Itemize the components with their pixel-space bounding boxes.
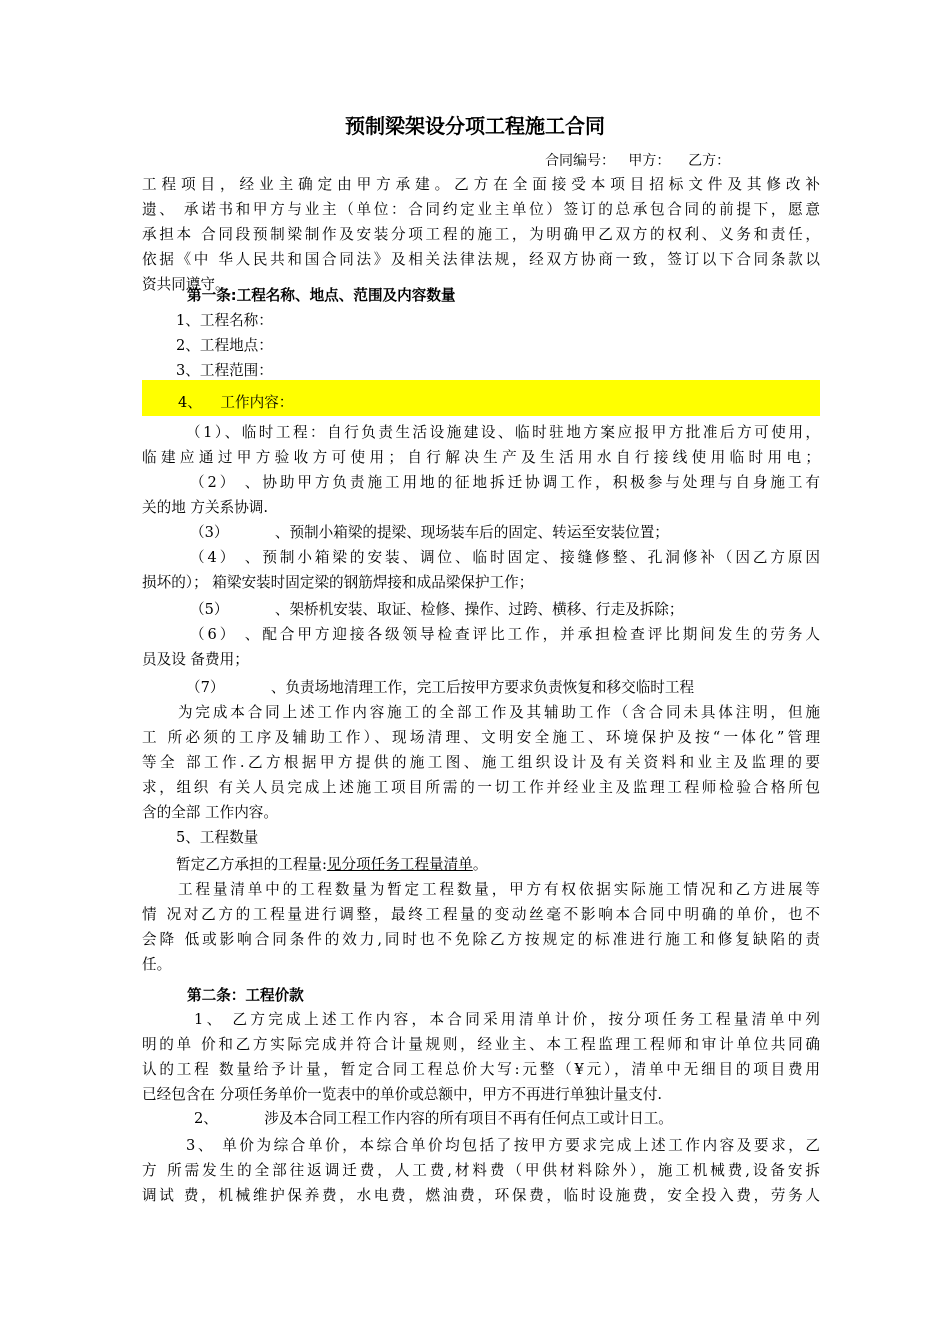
price-line: 明的单 价和乙方实际完成并符合计量规则，经业主、本工程监理工程师和审计单位共同确 xyxy=(142,1036,820,1053)
price-line: 已经包含在 分项任务单价一览表中的单价或总额中，甲方不再进行单独计量支付. xyxy=(142,1086,663,1103)
work-item-4 xyxy=(142,545,820,595)
quantity-list-reference: 见分项任务工程量清单 xyxy=(326,856,473,873)
item-project-name: 1、工程名称： xyxy=(176,312,273,329)
work-line: 损坏的）； 箱梁安装时固定梁的钢筋焊接和成品梁保护工作； xyxy=(142,574,534,591)
work-line: （2） 、协助甲方负责施工用地的征地拆迁协调工作，积极参与处理与自身施工有 xyxy=(190,474,820,491)
work-line: 员及设 备费用； xyxy=(142,651,249,668)
item-project-scope: 3、工程范围： xyxy=(176,362,273,379)
quantity-statement xyxy=(176,852,487,877)
quantity-suffix: 。 xyxy=(472,856,488,873)
document-title: 预制梁架设分项工程施工合同 xyxy=(345,114,605,138)
work-item-7: （7） 、负责场地清理工作，完工后按甲方要求负责恢复和移交临时工程 xyxy=(186,679,695,696)
work-line: （1）、临时工程：自行负责生活设施建设、临时驻地方案应报甲方批准后方可使用， xyxy=(186,424,820,441)
quantity-prefix: 暂定乙方承担的工程量: xyxy=(176,856,327,873)
quantity-line: 情 况对乙方的工程量进行调整，最终工程量的变动丝毫不影响本合同中明确的单价，也不 xyxy=(142,906,820,923)
work-line: 临建应通过甲方验收方可使用；自行解决生产及生活用水自行接线使用临时用电； xyxy=(142,449,820,466)
article-2-heading: 第二条：工程价款 xyxy=(187,987,304,1004)
intro-line: 依据《中 华人民共和国合同法》及相关法律法规，经双方协商一致，签订以下合同条款以 xyxy=(142,251,820,268)
work-item-3: （3） 、预制小箱梁的提梁、现场装车后的固定、转运至安装位置； xyxy=(190,524,669,541)
quantity-line: 工程量清单中的工程数量为暂定工程数量，甲方有权依据实际施工情况和乙方进展等 xyxy=(178,881,820,898)
item-project-location: 2、工程地点： xyxy=(176,337,273,354)
quantity-line: 会降 低或影响合同条件的效力,同时也不免除乙方按规定的标准进行施工和修复缺陷的责 xyxy=(142,931,820,948)
work-line: （4） 、预制小箱梁的安装、调位、临时固定、接缝修整、孔洞修补（因乙方原因 xyxy=(190,549,820,566)
item-work-content: 4、 工作内容： xyxy=(178,394,294,411)
price-clause-2: 2、 涉及本合同工程工作内容的所有项目不再有任何点工或计日工。 xyxy=(194,1110,673,1127)
price-clause-1 xyxy=(142,1007,820,1107)
scope-line: 工 所必须的工序及辅助工作）、现场清理、文明安全施工、环境保护及按“一体化”管理 xyxy=(142,729,820,746)
intro-paragraph xyxy=(142,172,820,297)
quantity-paragraph xyxy=(142,877,820,977)
price-line: 方 所需发生的全部往返调迁费，人工费,材料费（甲供材料除外），施工机械费,设备安拆 xyxy=(142,1162,820,1179)
work-line: 关的地 方关系协调. xyxy=(142,499,269,516)
price-clause-3 xyxy=(142,1133,820,1208)
work-item-6 xyxy=(142,622,820,672)
intro-line: 工程项目，经业主确定由甲方承建。乙方在全面接受本项目招标文件及其修改补 xyxy=(142,176,820,193)
intro-line: 遗、 承诺书和甲方与业主（单位：合同约定业主单位）签订的总承包合同的前提下，愿意 xyxy=(142,201,820,218)
price-line: 1、 乙方完成上述工作内容，本合同采用清单计价，按分项任务工程量清单中列 xyxy=(194,1011,820,1028)
item-quantity: 5、工程数量 xyxy=(176,829,259,846)
intro-line: 承担本 合同段预制梁制作及安装分项工程的施工，为明确甲乙双方的权利、义务和责任， xyxy=(142,226,820,243)
work-item-1 xyxy=(142,420,820,470)
price-line: 调试 费，机械维护保养费，水电费，燃油费，环保费，临时设施费，安全投入费，劳务人 xyxy=(142,1187,820,1204)
scope-line: 求，组织 有关人员完成上述施工项目所需的一切工作并经业主及监理工程师检验合格所包 xyxy=(142,779,820,796)
price-line: 3、 单价为综合单价，本综合单价均包括了按甲方要求完成上述工作内容及要求，乙 xyxy=(186,1137,820,1154)
work-line: （6） 、配合甲方迎接各级领导检查评比工作，并承担检查评比期间发生的劳务人 xyxy=(190,626,820,643)
scope-line: 等全 部工作.乙方根据甲方提供的施工图、施工组织设计及有关资料和业主及监理的要 xyxy=(142,754,820,771)
scope-line: 含的全部 工作内容。 xyxy=(142,804,278,821)
scope-line: 为完成本合同上述工作内容施工的全部工作及其辅助工作（含合同未具体注明，但施 xyxy=(178,704,820,721)
work-item-2 xyxy=(142,470,820,520)
contract-meta-line: 合同编号： 甲方： 乙方： xyxy=(545,153,731,169)
scope-paragraph xyxy=(142,700,820,825)
price-line: 认的工程 数量给予计量，暂定合同工程总价大写:元整（¥元），清单中无细目的项目费用 xyxy=(142,1061,820,1078)
quantity-line: 任。 xyxy=(142,956,172,973)
work-item-5: （5） 、架桥机安装、取证、检修、操作、过跨、横移、行走及拆除； xyxy=(190,601,684,618)
intro-line: 资共同遵守。 xyxy=(142,276,230,293)
article-1-heading: 第一条:工程名称、地点、范围及内容数量 xyxy=(187,287,456,304)
